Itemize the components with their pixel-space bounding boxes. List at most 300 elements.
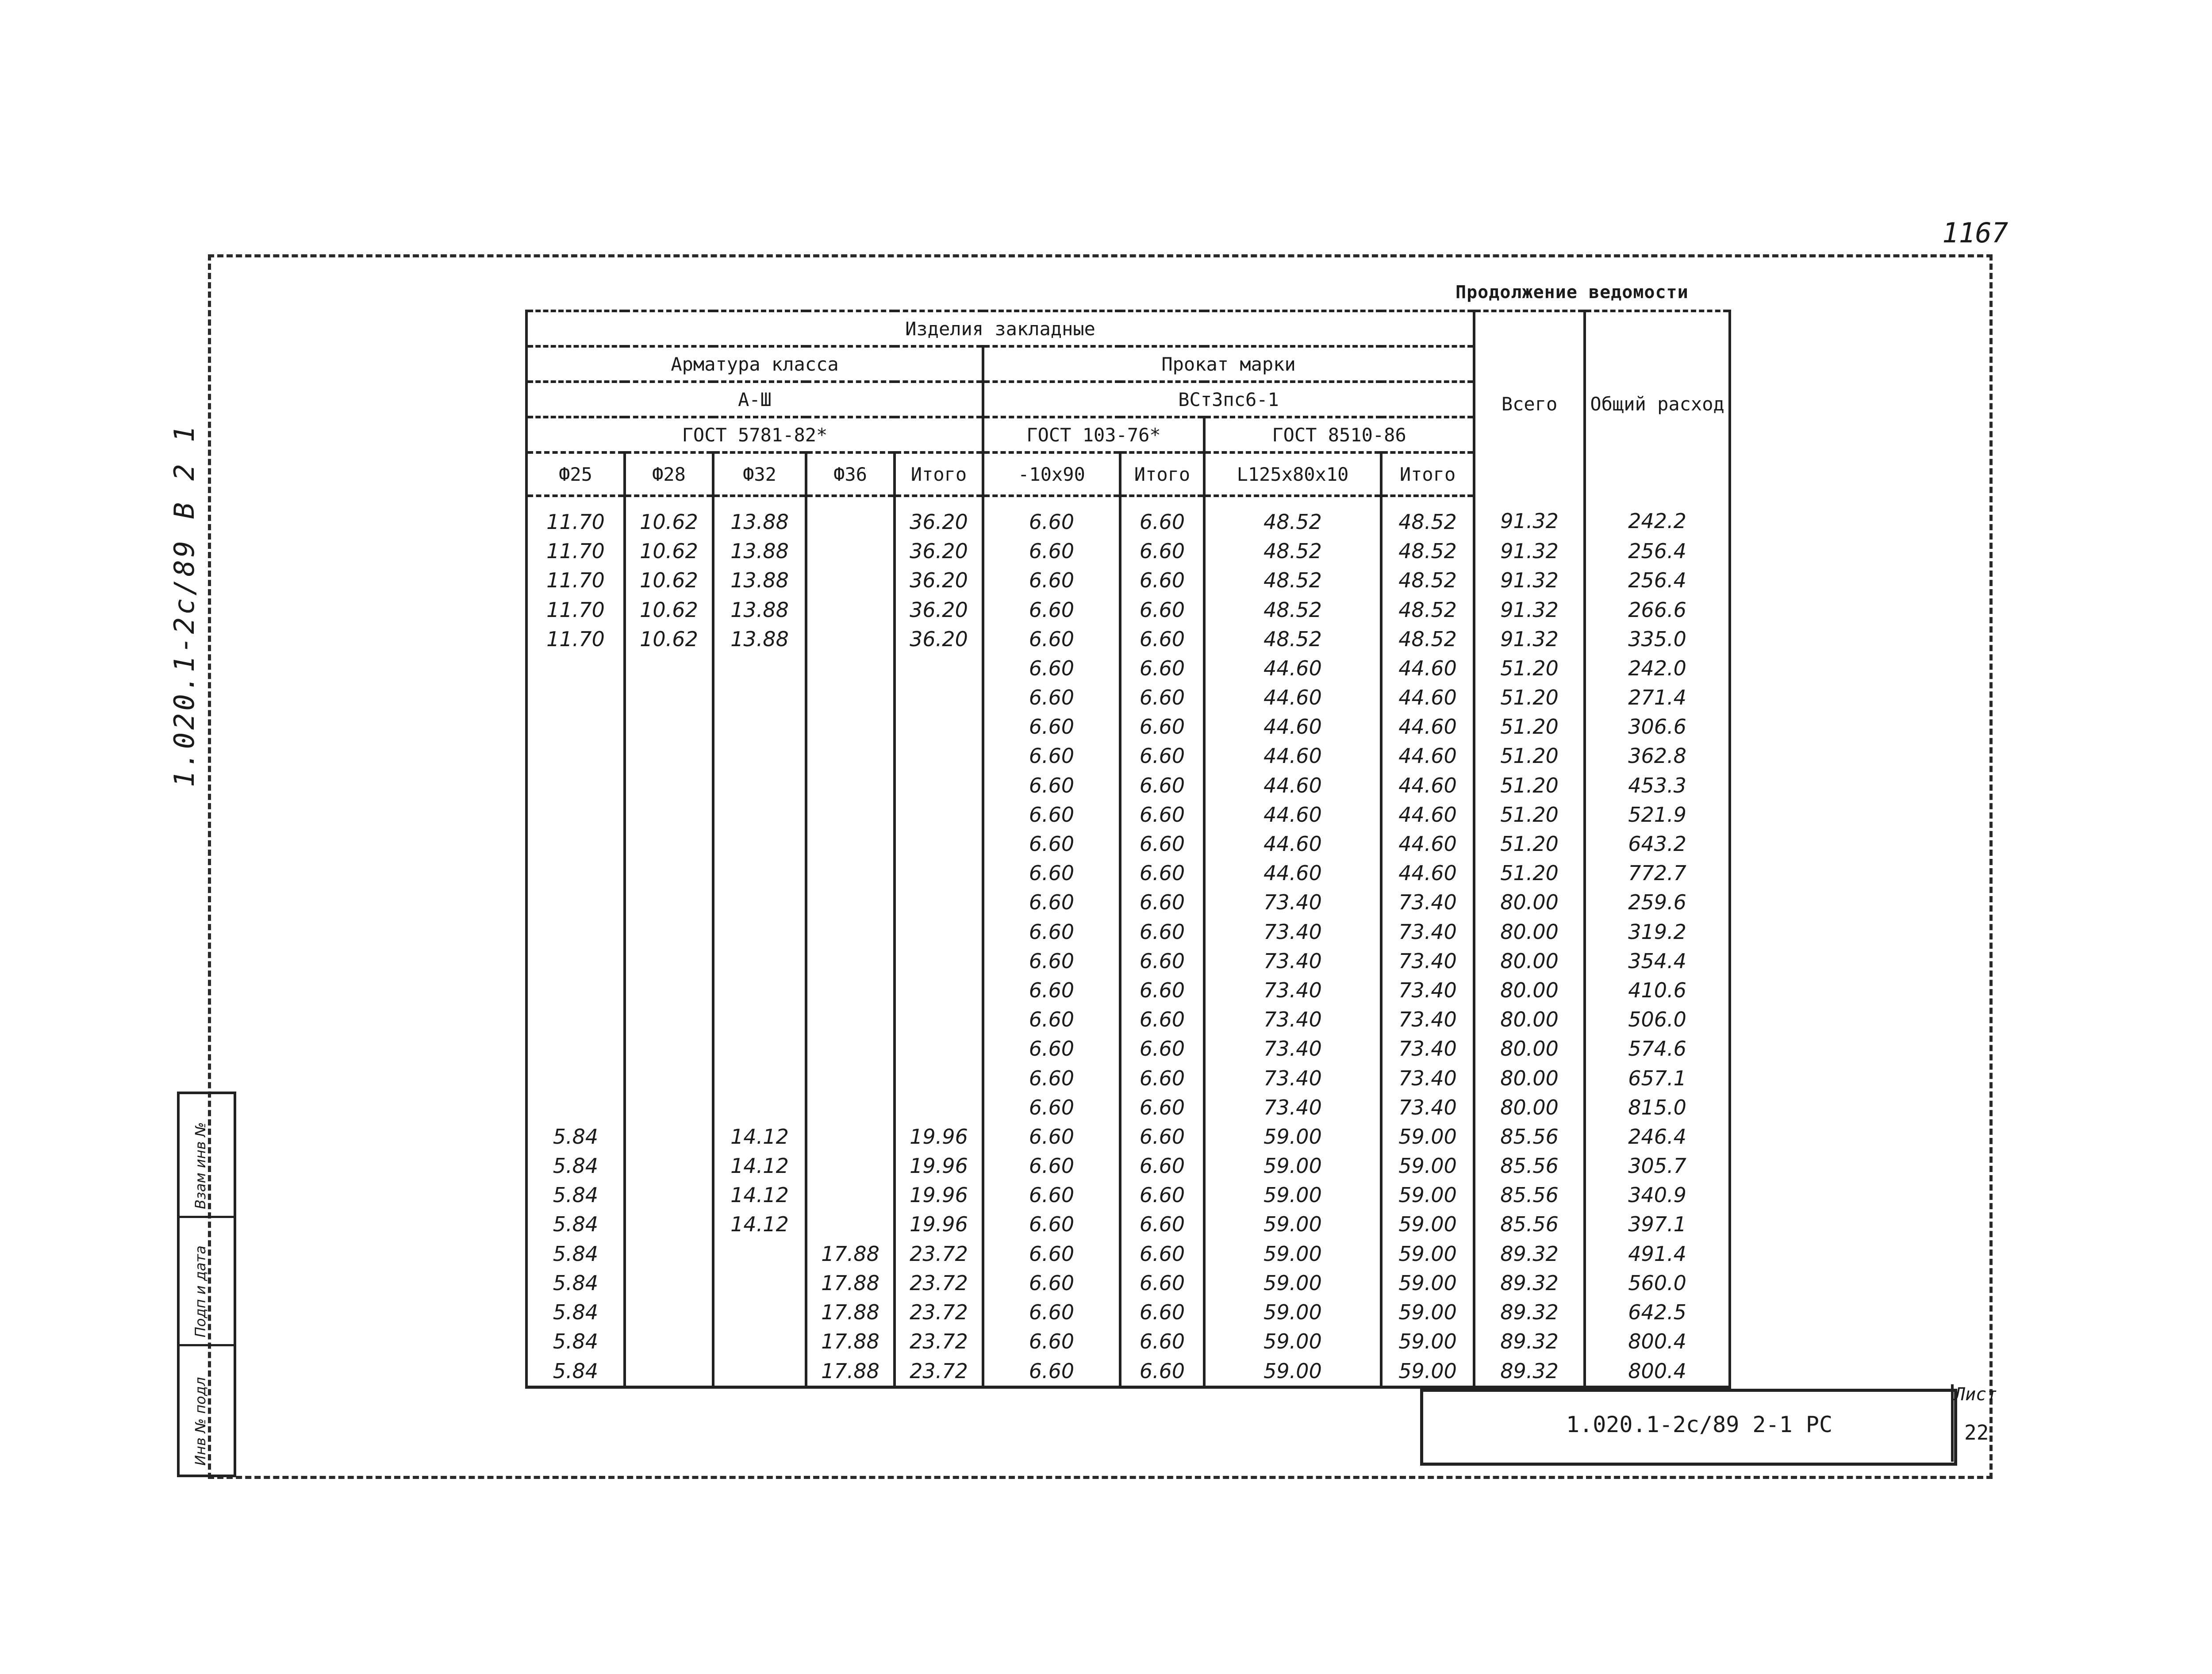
side-document-code: 1.020.1-2с/89 В 2 1 (168, 423, 200, 787)
table-row (482, 1122, 1730, 1151)
table-cell: 13.88 (713, 496, 806, 536)
table-cell: 10.62 (625, 536, 713, 566)
table-row (482, 976, 1730, 1005)
table-cell: 6.60 (983, 1122, 1120, 1151)
table-cell (806, 917, 895, 946)
table-cell: 6.60 (983, 1268, 1120, 1298)
table-cell: 73.40 (1381, 976, 1474, 1005)
table-cell: 59.00 (1381, 1180, 1474, 1210)
table-cell: 48.52 (1381, 595, 1474, 624)
table-cell: 44.60 (1204, 858, 1381, 888)
row-spacer (482, 1356, 526, 1387)
table-cell: 44.60 (1204, 800, 1381, 829)
table-cell: 59.00 (1204, 1122, 1381, 1151)
table-cell: 80.00 (1474, 917, 1585, 946)
table-cell (625, 1210, 713, 1239)
table-cell: 44.60 (1204, 654, 1381, 683)
table-cell (806, 946, 895, 976)
table-cell: 23.72 (895, 1356, 983, 1387)
table-cell (806, 624, 895, 654)
table-cell: 91.32 (1474, 624, 1585, 654)
header-grand-total: Общий расход (1585, 311, 1730, 496)
table-cell: 89.32 (1474, 1268, 1585, 1298)
table-cell: 11.70 (526, 624, 625, 654)
table-cell: 48.52 (1381, 566, 1474, 595)
header-gost-angle: ГОСТ 8510-86 (1204, 417, 1474, 452)
table-cell: 36.20 (895, 595, 983, 624)
table-cell: 73.40 (1204, 976, 1381, 1005)
table-cell: 5.84 (526, 1210, 625, 1239)
row-spacer (482, 536, 526, 566)
table-cell (713, 1298, 806, 1327)
table-cell (806, 496, 895, 536)
table-cell: 6.60 (983, 496, 1120, 536)
table-cell: 6.60 (1120, 1327, 1204, 1356)
table-row (482, 1327, 1730, 1356)
table-cell: 5.84 (526, 1268, 625, 1298)
table-cell (625, 1268, 713, 1298)
row-spacer (482, 496, 526, 536)
table-cell: 48.52 (1381, 496, 1474, 536)
table-cell: 6.60 (1120, 1122, 1204, 1151)
table-cell (806, 566, 895, 595)
table-cell (625, 1298, 713, 1327)
table-cell: 6.60 (983, 888, 1120, 917)
row-spacer (482, 976, 526, 1005)
table-cell (526, 917, 625, 946)
table-cell: 14.12 (713, 1210, 806, 1239)
table-cell: 36.20 (895, 624, 983, 654)
table-cell: 51.20 (1474, 858, 1585, 888)
row-spacer (482, 1151, 526, 1180)
table-cell: 11.70 (526, 496, 625, 536)
row-spacer (482, 946, 526, 976)
table-cell: 13.88 (713, 566, 806, 595)
header-rebar-class: Арматура класса (526, 346, 983, 382)
table-cell: 73.40 (1204, 1093, 1381, 1122)
table-cell: 6.60 (983, 771, 1120, 800)
table-cell: 6.60 (1120, 1034, 1204, 1063)
table-cell (895, 917, 983, 946)
table-cell: 643.2 (1585, 829, 1730, 858)
table-cell: 6.60 (1120, 1268, 1204, 1298)
table-cell (806, 1093, 895, 1122)
table-row (482, 1268, 1730, 1298)
table-cell: 6.60 (983, 1239, 1120, 1268)
table-cell: 13.88 (713, 624, 806, 654)
table-cell: 6.60 (1120, 1298, 1204, 1327)
table-cell: 23.72 (895, 1268, 983, 1298)
stamp-label-inventory: Инв № подл (192, 1377, 209, 1466)
table-cell: 44.60 (1381, 741, 1474, 770)
table-cell: 6.60 (983, 1356, 1120, 1387)
table-cell: 48.52 (1204, 624, 1381, 654)
table-cell: 521.9 (1585, 800, 1730, 829)
table-cell (625, 1122, 713, 1151)
table-cell (895, 858, 983, 888)
stamp-label-signature: Подп и дата (192, 1245, 209, 1337)
table-cell (625, 1063, 713, 1092)
table-cell (625, 800, 713, 829)
col-d32: Ф32 (713, 452, 806, 496)
table-cell: 506.0 (1585, 1005, 1730, 1034)
table-cell: 6.60 (1120, 800, 1204, 829)
table-cell: 6.60 (1120, 595, 1204, 624)
table-cell (526, 888, 625, 917)
table-cell (895, 683, 983, 712)
table-cell (895, 771, 983, 800)
table-cell: 23.72 (895, 1327, 983, 1356)
col-d36: Ф36 (806, 452, 895, 496)
table-cell (526, 1063, 625, 1092)
table-cell (713, 683, 806, 712)
table-cell (713, 858, 806, 888)
table-cell: 80.00 (1474, 946, 1585, 976)
stamp-label-replacement: Взам инв № (192, 1122, 209, 1209)
table-row (482, 654, 1730, 683)
table-cell: 51.20 (1474, 800, 1585, 829)
specification-table (482, 310, 1731, 1389)
table-cell: 6.60 (983, 1005, 1120, 1034)
col-angle: L125x80x10 (1204, 452, 1381, 496)
row-spacer (482, 624, 526, 654)
table-cell: 305.7 (1585, 1151, 1730, 1180)
table-cell (526, 858, 625, 888)
table-cell: 17.88 (806, 1356, 895, 1387)
col-strip: -10x90 (983, 452, 1120, 496)
row-spacer (482, 888, 526, 917)
table-cell: 89.32 (1474, 1356, 1585, 1387)
table-cell (895, 976, 983, 1005)
table-cell: 59.00 (1204, 1356, 1381, 1387)
table-cell: 6.60 (1120, 741, 1204, 770)
row-spacer (482, 595, 526, 624)
table-cell: 48.52 (1204, 595, 1381, 624)
table-cell: 10.62 (625, 595, 713, 624)
table-cell: 815.0 (1585, 1093, 1730, 1122)
table-cell (526, 976, 625, 1005)
table-cell: 6.60 (1120, 624, 1204, 654)
table-cell: 6.60 (1120, 771, 1204, 800)
table-row (482, 946, 1730, 976)
table-cell (806, 741, 895, 770)
table-cell: 242.0 (1585, 654, 1730, 683)
table-cell (625, 1327, 713, 1356)
table-cell (625, 1356, 713, 1387)
row-spacer (482, 1180, 526, 1210)
table-cell: 73.40 (1381, 917, 1474, 946)
table-cell: 23.72 (895, 1298, 983, 1327)
table-cell: 354.4 (1585, 946, 1730, 976)
table-cell: 44.60 (1204, 683, 1381, 712)
table-row (482, 858, 1730, 888)
row-spacer (482, 1093, 526, 1122)
table-cell: 48.52 (1381, 624, 1474, 654)
table-cell: 73.40 (1204, 917, 1381, 946)
table-cell: 73.40 (1204, 1034, 1381, 1063)
table-cell (713, 1239, 806, 1268)
row-spacer (482, 566, 526, 595)
table-cell (713, 888, 806, 917)
table-cell: 6.60 (983, 1093, 1120, 1122)
table-cell: 657.1 (1585, 1063, 1730, 1092)
table-cell: 6.60 (1120, 1093, 1204, 1122)
table-cell: 6.60 (983, 741, 1120, 770)
col-strip-subtotal: Итого (1120, 452, 1204, 496)
row-spacer (482, 1210, 526, 1239)
row-spacer (482, 771, 526, 800)
table-cell: 59.00 (1381, 1356, 1474, 1387)
table-cell: 73.40 (1204, 888, 1381, 917)
table-cell: 19.96 (895, 1122, 983, 1151)
table-cell (526, 741, 625, 770)
table-cell: 259.6 (1585, 888, 1730, 917)
table-cell: 6.60 (983, 946, 1120, 976)
table-cell (625, 917, 713, 946)
table-cell (895, 1093, 983, 1122)
table-cell: 306.6 (1585, 712, 1730, 741)
table-cell (895, 888, 983, 917)
row-spacer (482, 712, 526, 741)
table-cell (526, 829, 625, 858)
table-cell (895, 654, 983, 683)
table-cell: 335.0 (1585, 624, 1730, 654)
approval-stamp (177, 1092, 236, 1477)
table-cell (625, 1151, 713, 1180)
table-cell (806, 800, 895, 829)
table-cell: 5.84 (526, 1122, 625, 1151)
table-cell: 6.60 (983, 1327, 1120, 1356)
table-cell: 44.60 (1204, 771, 1381, 800)
table-cell (625, 1093, 713, 1122)
table-cell (625, 976, 713, 1005)
table-cell: 17.88 (806, 1327, 895, 1356)
table-cell: 800.4 (1585, 1356, 1730, 1387)
row-spacer (482, 1005, 526, 1034)
table-cell: 80.00 (1474, 1093, 1585, 1122)
table-cell: 89.32 (1474, 1239, 1585, 1268)
table-cell: 256.4 (1585, 536, 1730, 566)
table-cell (895, 1034, 983, 1063)
table-cell: 266.6 (1585, 595, 1730, 624)
table-cell: 6.60 (1120, 1063, 1204, 1092)
table-row (482, 1005, 1730, 1034)
table-cell: 6.60 (983, 1298, 1120, 1327)
table-cell (806, 1034, 895, 1063)
table-cell: 91.32 (1474, 595, 1585, 624)
row-spacer (482, 1298, 526, 1327)
table-cell: 11.70 (526, 566, 625, 595)
table-cell: 6.60 (983, 683, 1120, 712)
table-cell: 6.60 (1120, 712, 1204, 741)
table-cell: 51.20 (1474, 741, 1585, 770)
row-spacer (482, 858, 526, 888)
table-cell: 5.84 (526, 1180, 625, 1210)
table-row (482, 566, 1730, 595)
table-cell: 6.60 (983, 566, 1120, 595)
table-cell: 6.60 (983, 976, 1120, 1005)
row-spacer (482, 654, 526, 683)
table-cell: 6.60 (1120, 536, 1204, 566)
table-cell: 73.40 (1381, 888, 1474, 917)
table-cell: 6.60 (1120, 683, 1204, 712)
table-row (482, 1093, 1730, 1122)
header-rolled-grade-value: ВСт3пс6-1 (983, 382, 1474, 417)
table-cell: 89.32 (1474, 1327, 1585, 1356)
table-cell: 44.60 (1204, 712, 1381, 741)
table-cell: 59.00 (1381, 1210, 1474, 1239)
table-cell: 14.12 (713, 1151, 806, 1180)
row-spacer (482, 1239, 526, 1268)
table-cell: 11.70 (526, 536, 625, 566)
table-cell (526, 654, 625, 683)
table-cell (526, 946, 625, 976)
header-gost-strip: ГОСТ 103-76* (983, 417, 1204, 452)
table-cell: 6.60 (983, 1034, 1120, 1063)
table-cell: 85.56 (1474, 1210, 1585, 1239)
table-cell: 19.96 (895, 1180, 983, 1210)
table-cell: 80.00 (1474, 1063, 1585, 1092)
table-cell: 6.60 (983, 595, 1120, 624)
table-cell: 246.4 (1585, 1122, 1730, 1151)
table-cell (625, 858, 713, 888)
table-cell: 59.00 (1204, 1151, 1381, 1180)
table-cell: 319.2 (1585, 917, 1730, 946)
table-cell (806, 1210, 895, 1239)
row-spacer (482, 917, 526, 946)
table-cell: 6.60 (1120, 917, 1204, 946)
row-spacer (482, 1327, 526, 1356)
table-cell (713, 946, 806, 976)
table-cell: 59.00 (1381, 1151, 1474, 1180)
table-cell (625, 741, 713, 770)
table-cell: 44.60 (1381, 829, 1474, 858)
table-cell: 6.60 (983, 624, 1120, 654)
table-cell: 48.52 (1204, 496, 1381, 536)
table-cell: 642.5 (1585, 1298, 1730, 1327)
table-cell (713, 1005, 806, 1034)
table-cell (713, 712, 806, 741)
table-cell: 397.1 (1585, 1210, 1730, 1239)
row-spacer (482, 1268, 526, 1298)
table-cell (713, 829, 806, 858)
table-cell (806, 683, 895, 712)
table-cell: 44.60 (1381, 771, 1474, 800)
table-cell: 23.72 (895, 1239, 983, 1268)
table-cell: 73.40 (1381, 946, 1474, 976)
table-cell (895, 800, 983, 829)
table-cell: 73.40 (1204, 946, 1381, 976)
row-spacer (482, 741, 526, 770)
table-cell (713, 917, 806, 946)
table-cell: 6.60 (1120, 1239, 1204, 1268)
table-cell: 44.60 (1381, 858, 1474, 888)
table-cell (713, 1268, 806, 1298)
table-cell: 10.62 (625, 624, 713, 654)
table-cell (526, 1093, 625, 1122)
table-cell (625, 1239, 713, 1268)
table-cell: 560.0 (1585, 1268, 1730, 1298)
table-cell: 73.40 (1204, 1063, 1381, 1092)
table-cell: 6.60 (1120, 976, 1204, 1005)
header-rolled-grade: Прокат марки (983, 346, 1474, 382)
table-cell: 51.20 (1474, 683, 1585, 712)
table-cell: 6.60 (1120, 946, 1204, 976)
table-cell: 6.60 (1120, 1210, 1204, 1239)
table-row (482, 536, 1730, 566)
col-rebar-subtotal: Итого (895, 452, 983, 496)
table-cell: 19.96 (895, 1151, 983, 1180)
table-cell: 59.00 (1381, 1122, 1474, 1151)
table-cell: 6.60 (1120, 888, 1204, 917)
table-cell: 17.88 (806, 1268, 895, 1298)
table-cell (526, 771, 625, 800)
header-rebar-class-value: А-Ш (526, 382, 983, 417)
table-cell (895, 712, 983, 741)
table-cell: 59.00 (1381, 1268, 1474, 1298)
table-cell: 6.60 (983, 536, 1120, 566)
table-cell: 6.60 (1120, 829, 1204, 858)
table-row (482, 888, 1730, 917)
table-cell (625, 771, 713, 800)
table-cell: 59.00 (1204, 1180, 1381, 1210)
table-row (482, 1180, 1730, 1210)
table-cell: 6.60 (983, 1063, 1120, 1092)
table-cell: 6.60 (983, 1151, 1120, 1180)
table-cell: 36.20 (895, 566, 983, 595)
table-cell: 5.84 (526, 1151, 625, 1180)
table-cell: 6.60 (1120, 654, 1204, 683)
table-cell (895, 741, 983, 770)
table-cell (806, 1063, 895, 1092)
table-cell (625, 683, 713, 712)
table-cell: 362.8 (1585, 741, 1730, 770)
table-cell (895, 829, 983, 858)
table-cell: 73.40 (1381, 1005, 1474, 1034)
table-cell: 6.60 (1120, 1356, 1204, 1387)
table-cell (526, 712, 625, 741)
table-row (482, 1298, 1730, 1327)
table-cell: 73.40 (1381, 1093, 1474, 1122)
table-cell (895, 946, 983, 976)
table-cell: 772.7 (1585, 858, 1730, 888)
table-cell: 51.20 (1474, 712, 1585, 741)
table-cell (625, 888, 713, 917)
col-angle-subtotal: Итого (1381, 452, 1474, 496)
table-cell: 6.60 (1120, 1005, 1204, 1034)
table-cell: 13.88 (713, 595, 806, 624)
table-cell (806, 771, 895, 800)
table-cell: 59.00 (1204, 1210, 1381, 1239)
table-row (482, 595, 1730, 624)
table-cell (713, 1356, 806, 1387)
document-code: 1.020.1-2с/89 2-1 РС (1566, 1412, 1833, 1437)
sheet-number: 1167 (1942, 217, 2008, 249)
table-cell (625, 946, 713, 976)
table-cell: 51.20 (1474, 829, 1585, 858)
table-row (482, 1034, 1730, 1063)
table-cell (806, 829, 895, 858)
table-cell (526, 1005, 625, 1034)
table-cell: 51.20 (1474, 771, 1585, 800)
table-cell: 10.62 (625, 496, 713, 536)
table-row (482, 800, 1730, 829)
table-cell: 59.00 (1204, 1268, 1381, 1298)
table-cell: 48.52 (1381, 536, 1474, 566)
sheet-label: Лист (1955, 1384, 1997, 1405)
table-cell (806, 712, 895, 741)
table-row (482, 712, 1730, 741)
